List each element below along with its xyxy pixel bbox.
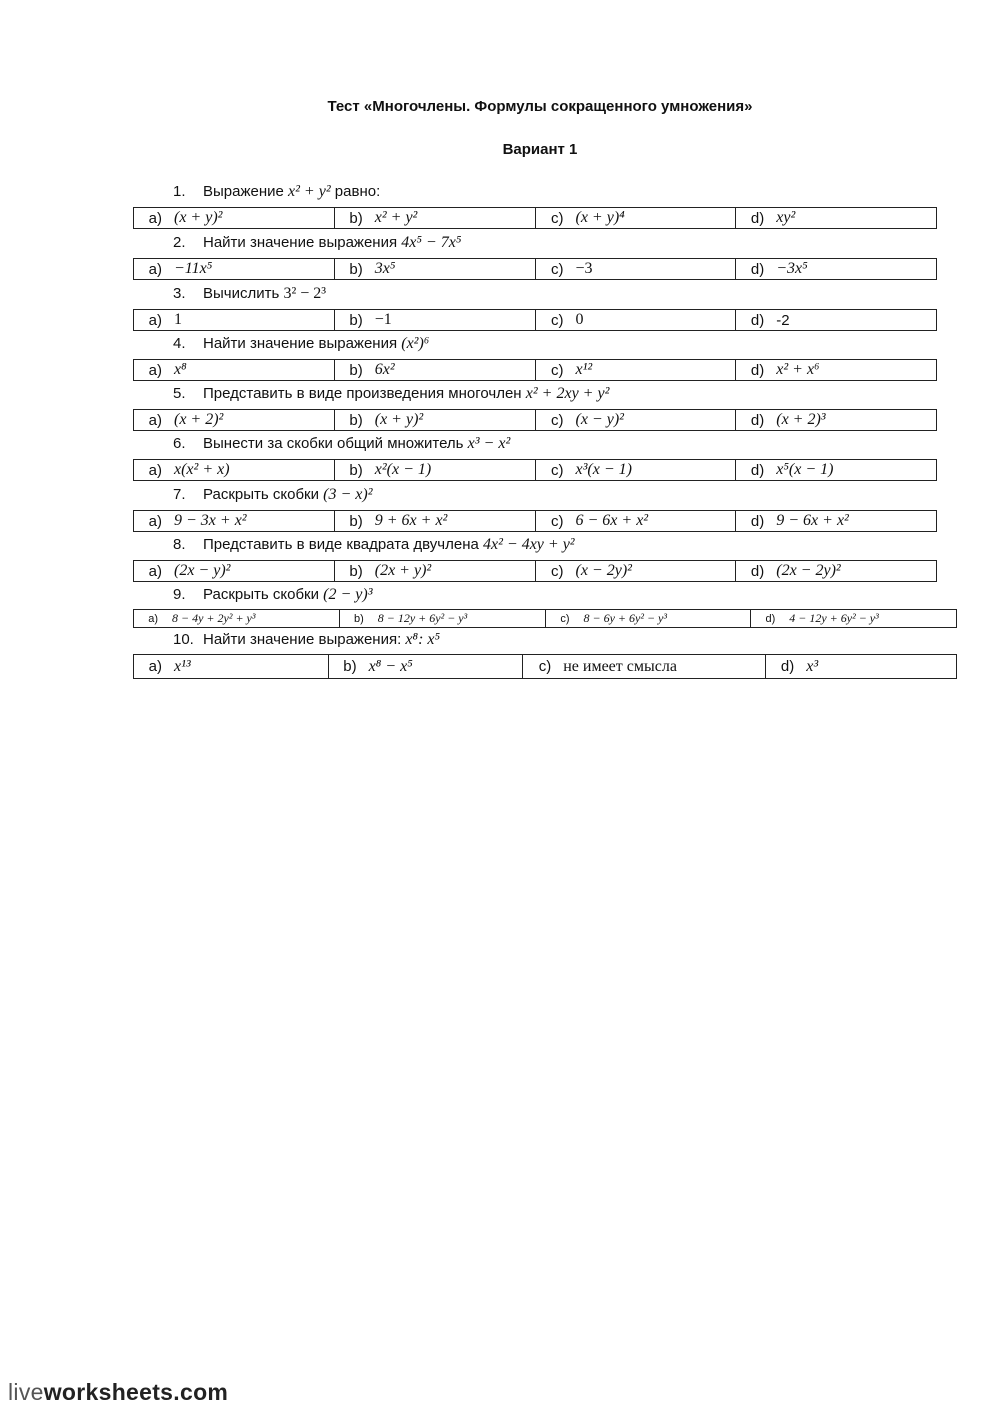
variant-heading: Вариант 1	[502, 141, 578, 158]
answer-option-d[interactable]	[750, 610, 956, 627]
option-label: c)	[551, 461, 564, 479]
option-label: c)	[560, 612, 570, 625]
liveworksheets-logo[interactable]	[8, 1379, 228, 1406]
option-value: x⁵(x − 1)	[776, 461, 834, 478]
answer-option-d[interactable]	[735, 360, 936, 380]
option-value: (x + y)⁴	[575, 209, 625, 226]
option-label: b)	[349, 311, 363, 329]
option-label: c)	[538, 658, 552, 675]
option-value: x⁸	[174, 361, 187, 378]
option-value: 1	[174, 311, 182, 328]
answer-option-a[interactable]	[134, 310, 334, 330]
answer-option-d[interactable]	[735, 208, 936, 228]
answer-option-d[interactable]	[735, 460, 936, 480]
question-text: Раскрыть скобки	[203, 486, 324, 503]
option-value: −3	[575, 260, 593, 277]
option-label: d)	[750, 562, 765, 580]
option-label: b)	[349, 361, 363, 379]
answer-option-c[interactable]	[535, 259, 736, 279]
option-value: xy²	[776, 209, 796, 226]
question-number: 9.	[173, 586, 186, 603]
option-value: 4 − 12y + 6y² − y³	[789, 611, 879, 625]
option-label: d)	[780, 658, 795, 675]
answer-option-c[interactable]	[535, 360, 736, 380]
option-value: x³	[806, 657, 819, 675]
option-value: 8 − 4y + 2y² + y³	[172, 611, 256, 625]
answer-option-c[interactable]	[535, 460, 736, 480]
question-4	[173, 333, 429, 355]
answer-option-b[interactable]	[334, 410, 535, 430]
option-value: 0	[575, 311, 584, 328]
option-value: x(x² + x)	[174, 461, 230, 478]
answer-option-a[interactable]	[134, 360, 334, 380]
answer-option-b[interactable]	[334, 561, 535, 581]
option-value: −11x⁵	[174, 260, 213, 277]
question-number: 5.	[173, 385, 186, 402]
answer-option-a[interactable]	[134, 208, 334, 228]
answer-option-b[interactable]	[334, 259, 535, 279]
question-math: (2 − y)³	[323, 586, 373, 603]
answer-option-b[interactable]	[334, 208, 535, 228]
answer-row-4	[133, 359, 937, 381]
answer-option-c[interactable]	[545, 610, 751, 627]
answer-option-b[interactable]	[328, 655, 523, 678]
question-text: Вычислить	[203, 285, 284, 302]
question-7	[173, 484, 373, 506]
question-text: Вынести за скобки общий множитель	[203, 435, 468, 452]
answer-option-c[interactable]	[522, 655, 765, 678]
answer-option-a[interactable]	[134, 259, 334, 279]
option-label: a)	[148, 209, 162, 227]
option-value: 9 + 6x + x²	[374, 512, 448, 529]
question-number: 6.	[173, 435, 186, 452]
option-label: c)	[551, 311, 564, 329]
question-math: 4x⁵ − 7x⁵	[401, 234, 462, 251]
answer-row-9	[133, 609, 957, 628]
question-number: 2.	[173, 234, 186, 251]
question-tail: равно:	[330, 183, 381, 200]
option-label: d)	[750, 512, 765, 530]
option-value: x² + y²	[374, 209, 418, 226]
option-label: c)	[551, 411, 564, 429]
option-value: x² + x⁶	[776, 361, 820, 378]
answer-option-a[interactable]	[134, 410, 334, 430]
option-value: 9 − 3x + x²	[174, 512, 247, 529]
option-value: −1	[374, 311, 392, 328]
option-value: x¹³	[174, 657, 191, 675]
question-3	[173, 283, 326, 305]
answer-option-d[interactable]	[735, 259, 936, 279]
option-value: (x + y)²	[174, 209, 223, 226]
option-value: x¹²	[575, 361, 593, 378]
answer-row-6	[133, 459, 937, 481]
option-label: c)	[551, 260, 564, 278]
question-6	[173, 433, 510, 455]
option-value: не имеет смысла	[563, 657, 677, 675]
option-value: 3x⁵	[374, 260, 396, 277]
answer-option-b[interactable]	[339, 610, 545, 627]
option-value: (x + 2)²	[174, 411, 224, 428]
option-value: 6 − 6x + x²	[575, 512, 649, 529]
question-1	[173, 181, 380, 203]
option-label: c)	[551, 361, 564, 379]
option-label: b)	[353, 612, 364, 625]
answer-option-a[interactable]	[134, 655, 328, 678]
question-text: Представить в виде произведения многочлен	[203, 385, 526, 402]
option-label: c)	[551, 209, 564, 227]
option-value: (x + y)²	[374, 411, 424, 428]
answer-option-c[interactable]	[535, 410, 736, 430]
answer-option-c[interactable]	[535, 310, 736, 330]
answer-option-d[interactable]	[735, 511, 936, 531]
option-label: c)	[551, 562, 564, 580]
logo-bold-text: worksheets	[43, 1379, 174, 1405]
question-math: (3 − x)²	[323, 486, 373, 503]
answer-option-b[interactable]	[334, 460, 535, 480]
question-number: 7.	[173, 486, 186, 503]
option-label: d)	[750, 311, 765, 329]
option-label: a)	[148, 658, 162, 675]
option-value: (2x + y)²	[374, 562, 432, 579]
option-label: b)	[349, 209, 363, 227]
answer-option-a[interactable]	[134, 610, 339, 627]
option-label: a)	[148, 411, 162, 429]
question-math: 4x² − 4xy + y²	[483, 536, 575, 553]
answer-option-a[interactable]	[134, 460, 334, 480]
option-label: a)	[148, 311, 162, 329]
question-5	[173, 383, 609, 405]
answer-option-d[interactable]	[735, 310, 936, 330]
question-text: Найти значение выражения	[203, 234, 402, 251]
option-value: x²(x − 1)	[374, 461, 432, 478]
question-text: Найти значение выражения:	[203, 631, 406, 648]
option-label: a)	[148, 562, 162, 580]
question-text: Представить в виде квадрата двучлена	[203, 536, 483, 553]
answer-option-d[interactable]	[735, 561, 936, 581]
answer-option-b[interactable]	[334, 511, 535, 531]
answer-row-1	[133, 207, 937, 229]
answer-option-d[interactable]	[765, 655, 956, 678]
option-label: b)	[349, 260, 363, 278]
option-value: 8 − 12y + 6y² − y³	[377, 611, 468, 625]
logo-suffix-text: .com	[173, 1379, 229, 1405]
option-value: x³(x − 1)	[575, 461, 632, 478]
option-value: -2	[776, 311, 790, 329]
option-label: a)	[148, 260, 162, 278]
logo-light-text: live	[8, 1379, 44, 1405]
option-label: d)	[765, 612, 776, 625]
question-number: 3.	[173, 285, 186, 302]
question-10	[173, 629, 440, 651]
option-label: d)	[750, 411, 765, 429]
answer-row-3	[133, 309, 937, 331]
option-label: a)	[148, 512, 162, 530]
answer-row-8	[133, 560, 937, 582]
option-label: b)	[343, 658, 357, 675]
question-text: Найти значение выражения	[203, 335, 402, 352]
option-value: x⁸ − x⁵	[368, 657, 413, 675]
option-value: −3x⁵	[776, 260, 808, 277]
answer-row-5	[133, 409, 937, 431]
question-text: Выражение	[203, 183, 289, 200]
option-label: b)	[349, 562, 363, 580]
question-math: x³ − x²	[467, 435, 511, 452]
option-label: d)	[750, 361, 765, 379]
option-label: b)	[349, 461, 363, 479]
answer-row-2	[133, 258, 937, 280]
option-label: d)	[750, 260, 765, 278]
answer-option-a[interactable]	[134, 561, 334, 581]
option-label: a)	[148, 461, 162, 479]
question-8	[173, 534, 575, 556]
answer-option-b[interactable]	[334, 360, 535, 380]
question-number: 10.	[173, 631, 194, 648]
question-text: Раскрыть скобки	[203, 586, 324, 603]
answer-row-7	[133, 510, 937, 532]
option-value: (x − y)²	[575, 411, 624, 428]
question-math: (x²)⁶	[401, 335, 430, 352]
answer-option-d[interactable]	[735, 410, 936, 430]
option-value: (x + 2)³	[776, 411, 826, 428]
option-value: (x − 2y)²	[575, 562, 632, 579]
option-label: b)	[349, 512, 363, 530]
question-number: 1.	[173, 183, 186, 200]
option-value: 8 − 6y + 6y² − y³	[583, 611, 667, 625]
question-9	[173, 584, 373, 606]
option-label: b)	[349, 411, 363, 429]
question-math: 3² − 2³	[283, 285, 327, 302]
question-math: x² + y²	[288, 183, 331, 200]
option-value: (2x − 2y)²	[776, 562, 841, 579]
option-label: a)	[148, 361, 162, 379]
option-value: 6x²	[374, 361, 395, 378]
question-math: x⁸: x⁵	[405, 631, 441, 648]
question-math: x² + 2xy + y²	[525, 385, 610, 402]
option-value: (2x − y)²	[174, 562, 231, 579]
answer-option-c[interactable]	[535, 208, 736, 228]
option-label: a)	[148, 612, 158, 625]
question-number: 4.	[173, 335, 186, 352]
test-title: Тест «Многочлены. Формулы сокращенного умножения»	[327, 98, 753, 115]
answer-option-c[interactable]	[535, 561, 736, 581]
answer-option-c[interactable]	[535, 511, 736, 531]
answer-option-b[interactable]	[334, 310, 535, 330]
option-label: c)	[551, 512, 564, 530]
question-number: 8.	[173, 536, 186, 553]
option-label: d)	[750, 209, 765, 227]
option-label: d)	[750, 461, 765, 479]
answer-row-10	[133, 654, 957, 679]
option-value: 9 − 6x + x²	[776, 512, 849, 529]
answer-option-a[interactable]	[134, 511, 334, 531]
question-2	[173, 232, 461, 254]
